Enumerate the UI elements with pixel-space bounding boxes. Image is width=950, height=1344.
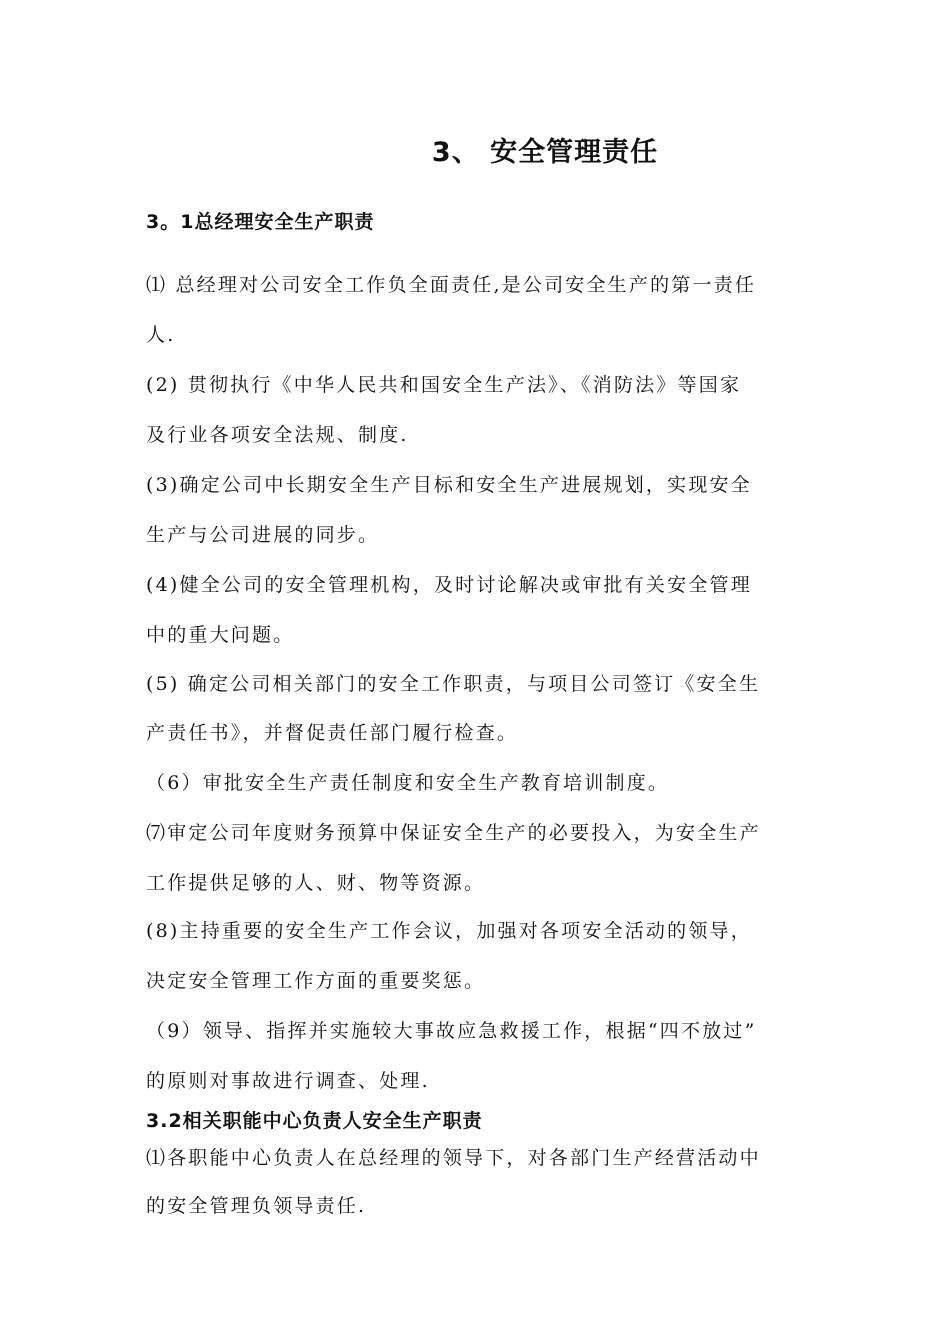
paragraph-line: (2) 贯彻执行《中华人民共和国安全生产法》、《消防法》等国家: [146, 374, 742, 396]
paragraph-line: (4)健全公司的安全管理机构，及时讨论解决或审批有关安全管理: [146, 574, 752, 596]
paragraph-line: （6）审批安全生产责任制度和安全生产教育培训制度。: [146, 772, 670, 794]
page-title: 3、 安全管理责任: [431, 137, 659, 168]
paragraph-line: 人.: [146, 324, 176, 346]
paragraph-line: 的安全管理负领导责任.: [146, 1195, 367, 1217]
paragraph-line: 决定安全管理工作方面的重要奖惩。: [146, 970, 486, 992]
paragraph-line: (5) 确定公司相关部门的安全工作职责，与项目公司签订《安全生: [146, 673, 761, 695]
paragraph-line: 的原则对事故进行调查、处理.: [146, 1070, 430, 1092]
section-heading-3-2: 3.2相关职能中心负责人安全生产职责: [146, 1110, 483, 1132]
paragraph-line: ⑴ 总经理对公司安全工作负全面责任,是公司安全生产的第一责任: [146, 274, 757, 296]
paragraph-line: 生产与公司进展的同步。: [146, 524, 380, 546]
paragraph-line: 工作提供足够的人、财、物等资源。: [146, 872, 486, 894]
paragraph-line: 产责任书》，并督促责任部门履行检查。: [146, 722, 519, 744]
paragraph-line: (8)主持重要的安全生产工作会议，加强对各项安全活动的领导，: [146, 920, 752, 942]
paragraph-line: 中的重大问题。: [146, 624, 295, 646]
paragraph-line: 及行业各项安全法规、制度.: [146, 424, 409, 446]
paragraph-line: （9）领导、指挥并实施较大事故应急救援工作，根据“四不放过”: [146, 1020, 757, 1042]
section-heading-3-1: 3。1总经理安全生产职责: [146, 211, 375, 233]
paragraph-line: ⑴各职能中心负责人在总经理的领导下，对各部门生产经营活动中: [146, 1147, 761, 1169]
paragraph-line: ⑺审定公司年度财务预算中保证安全生产的必要投入，为安全生产: [146, 822, 761, 844]
paragraph-line: (3)确定公司中长期安全生产目标和安全生产进展规划，实现安全: [146, 474, 752, 496]
